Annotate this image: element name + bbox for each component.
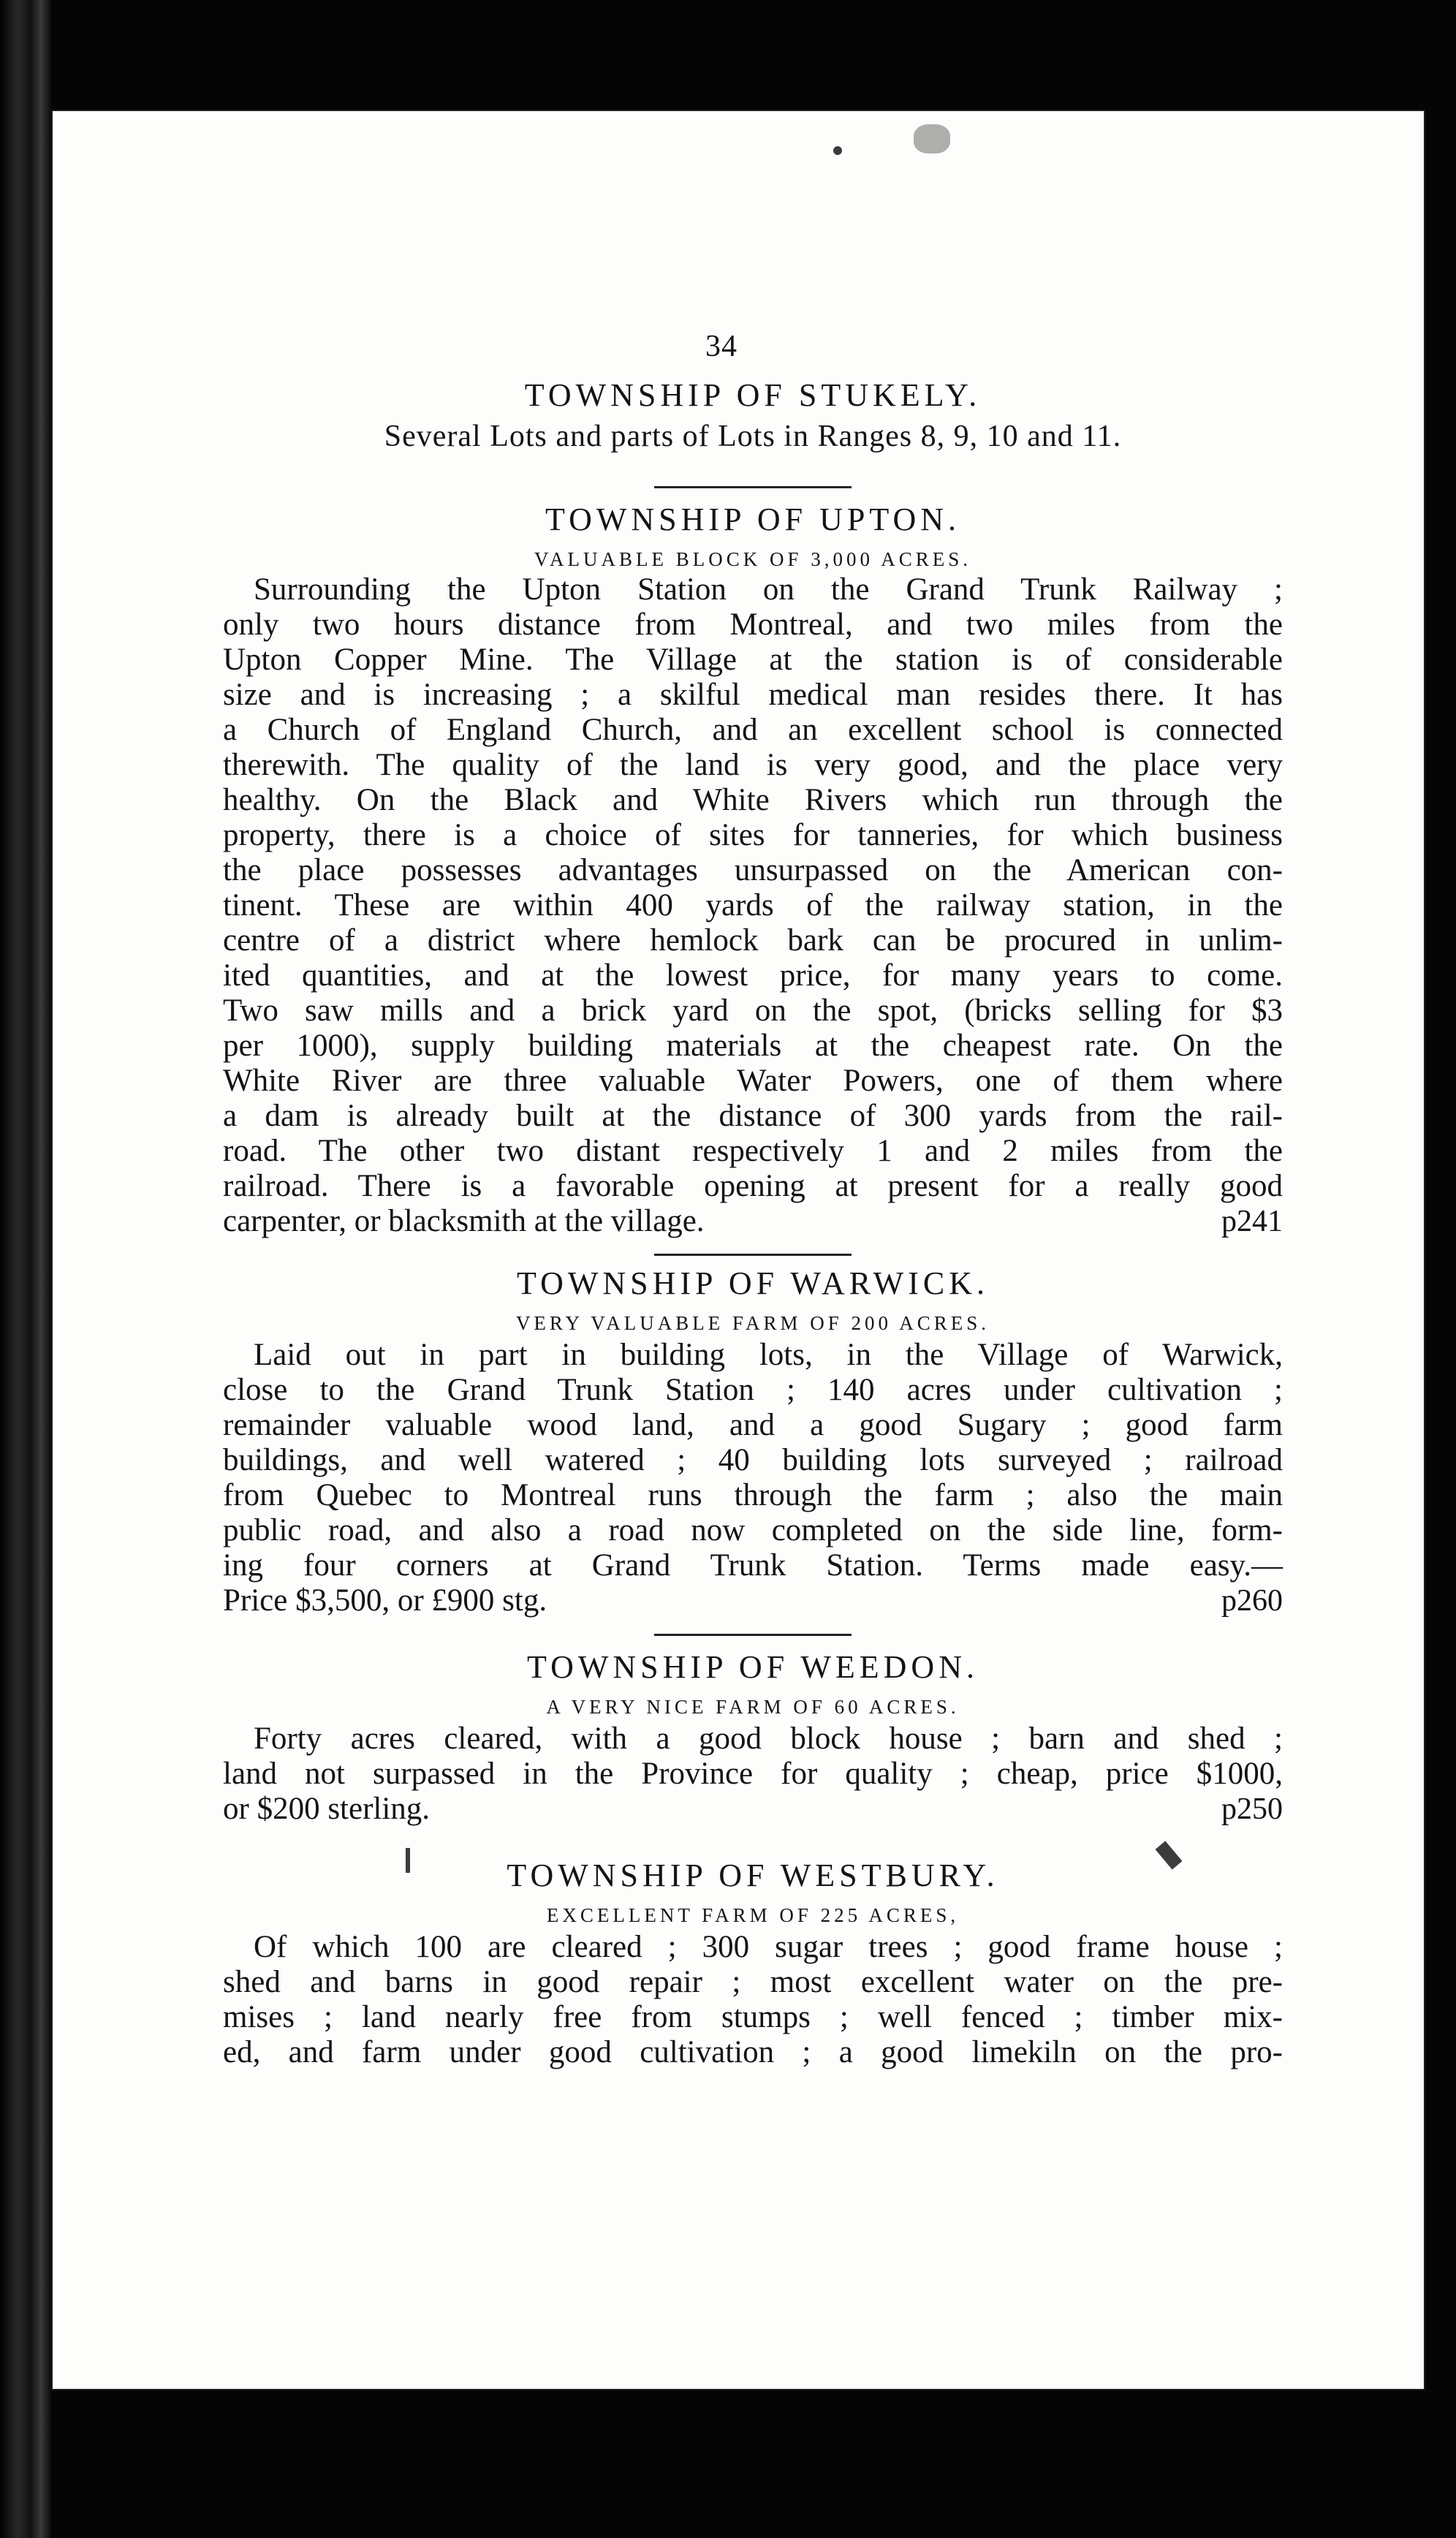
warwick-line: buildings, and well watered ; 40 building lots surveyed ; railroad bbox=[223, 1443, 1283, 1477]
westbury-line: shed and barns in good repair ; most excellent water on the pre- bbox=[223, 1965, 1283, 1999]
upton-line: size and is increasing ; a skilful medical man resides there. It has bbox=[223, 678, 1283, 712]
warwick-line: public road, and also a road now completed on the side line, form- bbox=[223, 1513, 1283, 1548]
book-page bbox=[51, 110, 1425, 2390]
warwick-line: Laid out in part in building lots, in the Village of Warwick, bbox=[254, 1338, 1283, 1372]
upton-line: centre of a district where hemlock bark can be procured in unlim- bbox=[223, 923, 1283, 958]
warwick-line: close to the Grand Trunk Station ; 140 acres under cultivation ; bbox=[223, 1373, 1283, 1407]
weedon-line: land not surpassed in the Province for quality ; cheap, price $1000, bbox=[223, 1757, 1283, 1791]
upton-line: therewith. The quality of the land is very good, and the place very bbox=[223, 748, 1283, 782]
upton-line: a dam is already built at the distance of 300 yards from the rail- bbox=[223, 1099, 1283, 1133]
upton-line: the place possesses advantages unsurpassed on the American con- bbox=[223, 853, 1283, 887]
section-divider bbox=[654, 1634, 852, 1636]
upton-line: only two hours distance from Montreal, and two miles from the bbox=[223, 607, 1283, 642]
upton-line: Upton Copper Mine. The Village at the station is of considerable bbox=[223, 643, 1283, 677]
warwick-line: remainder valuable wood land, and a good Sugary ; good farm bbox=[223, 1408, 1283, 1442]
page-number: 34 bbox=[705, 330, 738, 363]
section-heading-stukely: TOWNSHIP OF STUKELY. bbox=[524, 377, 982, 413]
westbury-line: ed, and farm under good cultivation ; a good limekiln on the pro- bbox=[223, 2035, 1283, 2069]
weedon-line: or $200 sterling. bbox=[223, 1792, 431, 1826]
section-divider bbox=[654, 486, 852, 488]
upton-line: property, there is a choice of sites for tanneries, for which business bbox=[223, 818, 1283, 852]
section-heading-westbury: TOWNSHIP OF WESTBURY. bbox=[507, 1857, 999, 1893]
section-divider bbox=[654, 1254, 852, 1256]
westbury-subheading: EXCELLENT FARM OF 225 ACRES, bbox=[546, 1904, 960, 1926]
weedon-reference: p250 bbox=[1221, 1792, 1283, 1826]
section-heading-warwick: TOWNSHIP OF WARWICK. bbox=[516, 1265, 989, 1301]
section-heading-weedon: TOWNSHIP OF WEEDON. bbox=[527, 1649, 979, 1685]
weedon-line: Forty acres cleared, with a good block house ; barn and shed ; bbox=[254, 1721, 1283, 1756]
upton-line: tinent. These are within 400 yards of the railway station, in the bbox=[223, 888, 1283, 923]
upton-line: per 1000), supply building materials at the cheapest rate. On the bbox=[223, 1029, 1283, 1063]
scan-left-edge bbox=[0, 0, 51, 2538]
upton-line: Surrounding the Upton Station on the Grand Trunk Railway ; bbox=[254, 572, 1283, 607]
stukely-text: Several Lots and parts of Lots in Ranges 8, 9, 10 and 11. bbox=[384, 420, 1122, 453]
section-heading-upton: TOWNSHIP OF UPTON. bbox=[545, 501, 961, 537]
upton-line: White River are three valuable Water Powers, one of them where bbox=[223, 1064, 1283, 1098]
upton-line: Two saw mills and a brick yard on the spot, (bricks selling for $3 bbox=[223, 993, 1283, 1028]
scan-speck bbox=[914, 124, 950, 154]
upton-line: a Church of England Church, and an excellent school is connected bbox=[223, 713, 1283, 747]
upton-line: road. The other two distant respectively 1 and 2 miles from the bbox=[223, 1134, 1283, 1168]
warwick-line: from Quebec to Montreal runs through the farm ; also the main bbox=[223, 1478, 1283, 1512]
upton-line: ited quantities, and at the lowest price, for many years to come. bbox=[223, 958, 1283, 993]
upton-line: healthy. On the Black and White Rivers which run through the bbox=[223, 783, 1283, 817]
upton-line: carpenter, or blacksmith at the village. bbox=[223, 1204, 705, 1238]
upton-subheading: VALUABLE BLOCK OF 3,000 ACRES. bbox=[534, 548, 972, 570]
upton-line: railroad. There is a favorable opening at present for a really good bbox=[223, 1169, 1283, 1203]
warwick-subheading: VERY VALUABLE FARM OF 200 ACRES. bbox=[515, 1312, 990, 1334]
warwick-line: Price $3,500, or £900 stg. bbox=[223, 1583, 547, 1618]
weedon-subheading: A VERY NICE FARM OF 60 ACRES. bbox=[546, 1696, 960, 1718]
warwick-line: ing four corners at Grand Trunk Station. Terms made easy.— bbox=[223, 1548, 1283, 1583]
scan-speck bbox=[833, 146, 842, 155]
westbury-line: mises ; land nearly free from stumps ; well fenced ; timber mix- bbox=[223, 2000, 1283, 2034]
warwick-reference: p260 bbox=[1221, 1584, 1283, 1618]
upton-reference: p241 bbox=[1221, 1205, 1283, 1238]
westbury-line: Of which 100 are cleared ; 300 sugar trees ; good frame house ; bbox=[254, 1930, 1283, 1964]
